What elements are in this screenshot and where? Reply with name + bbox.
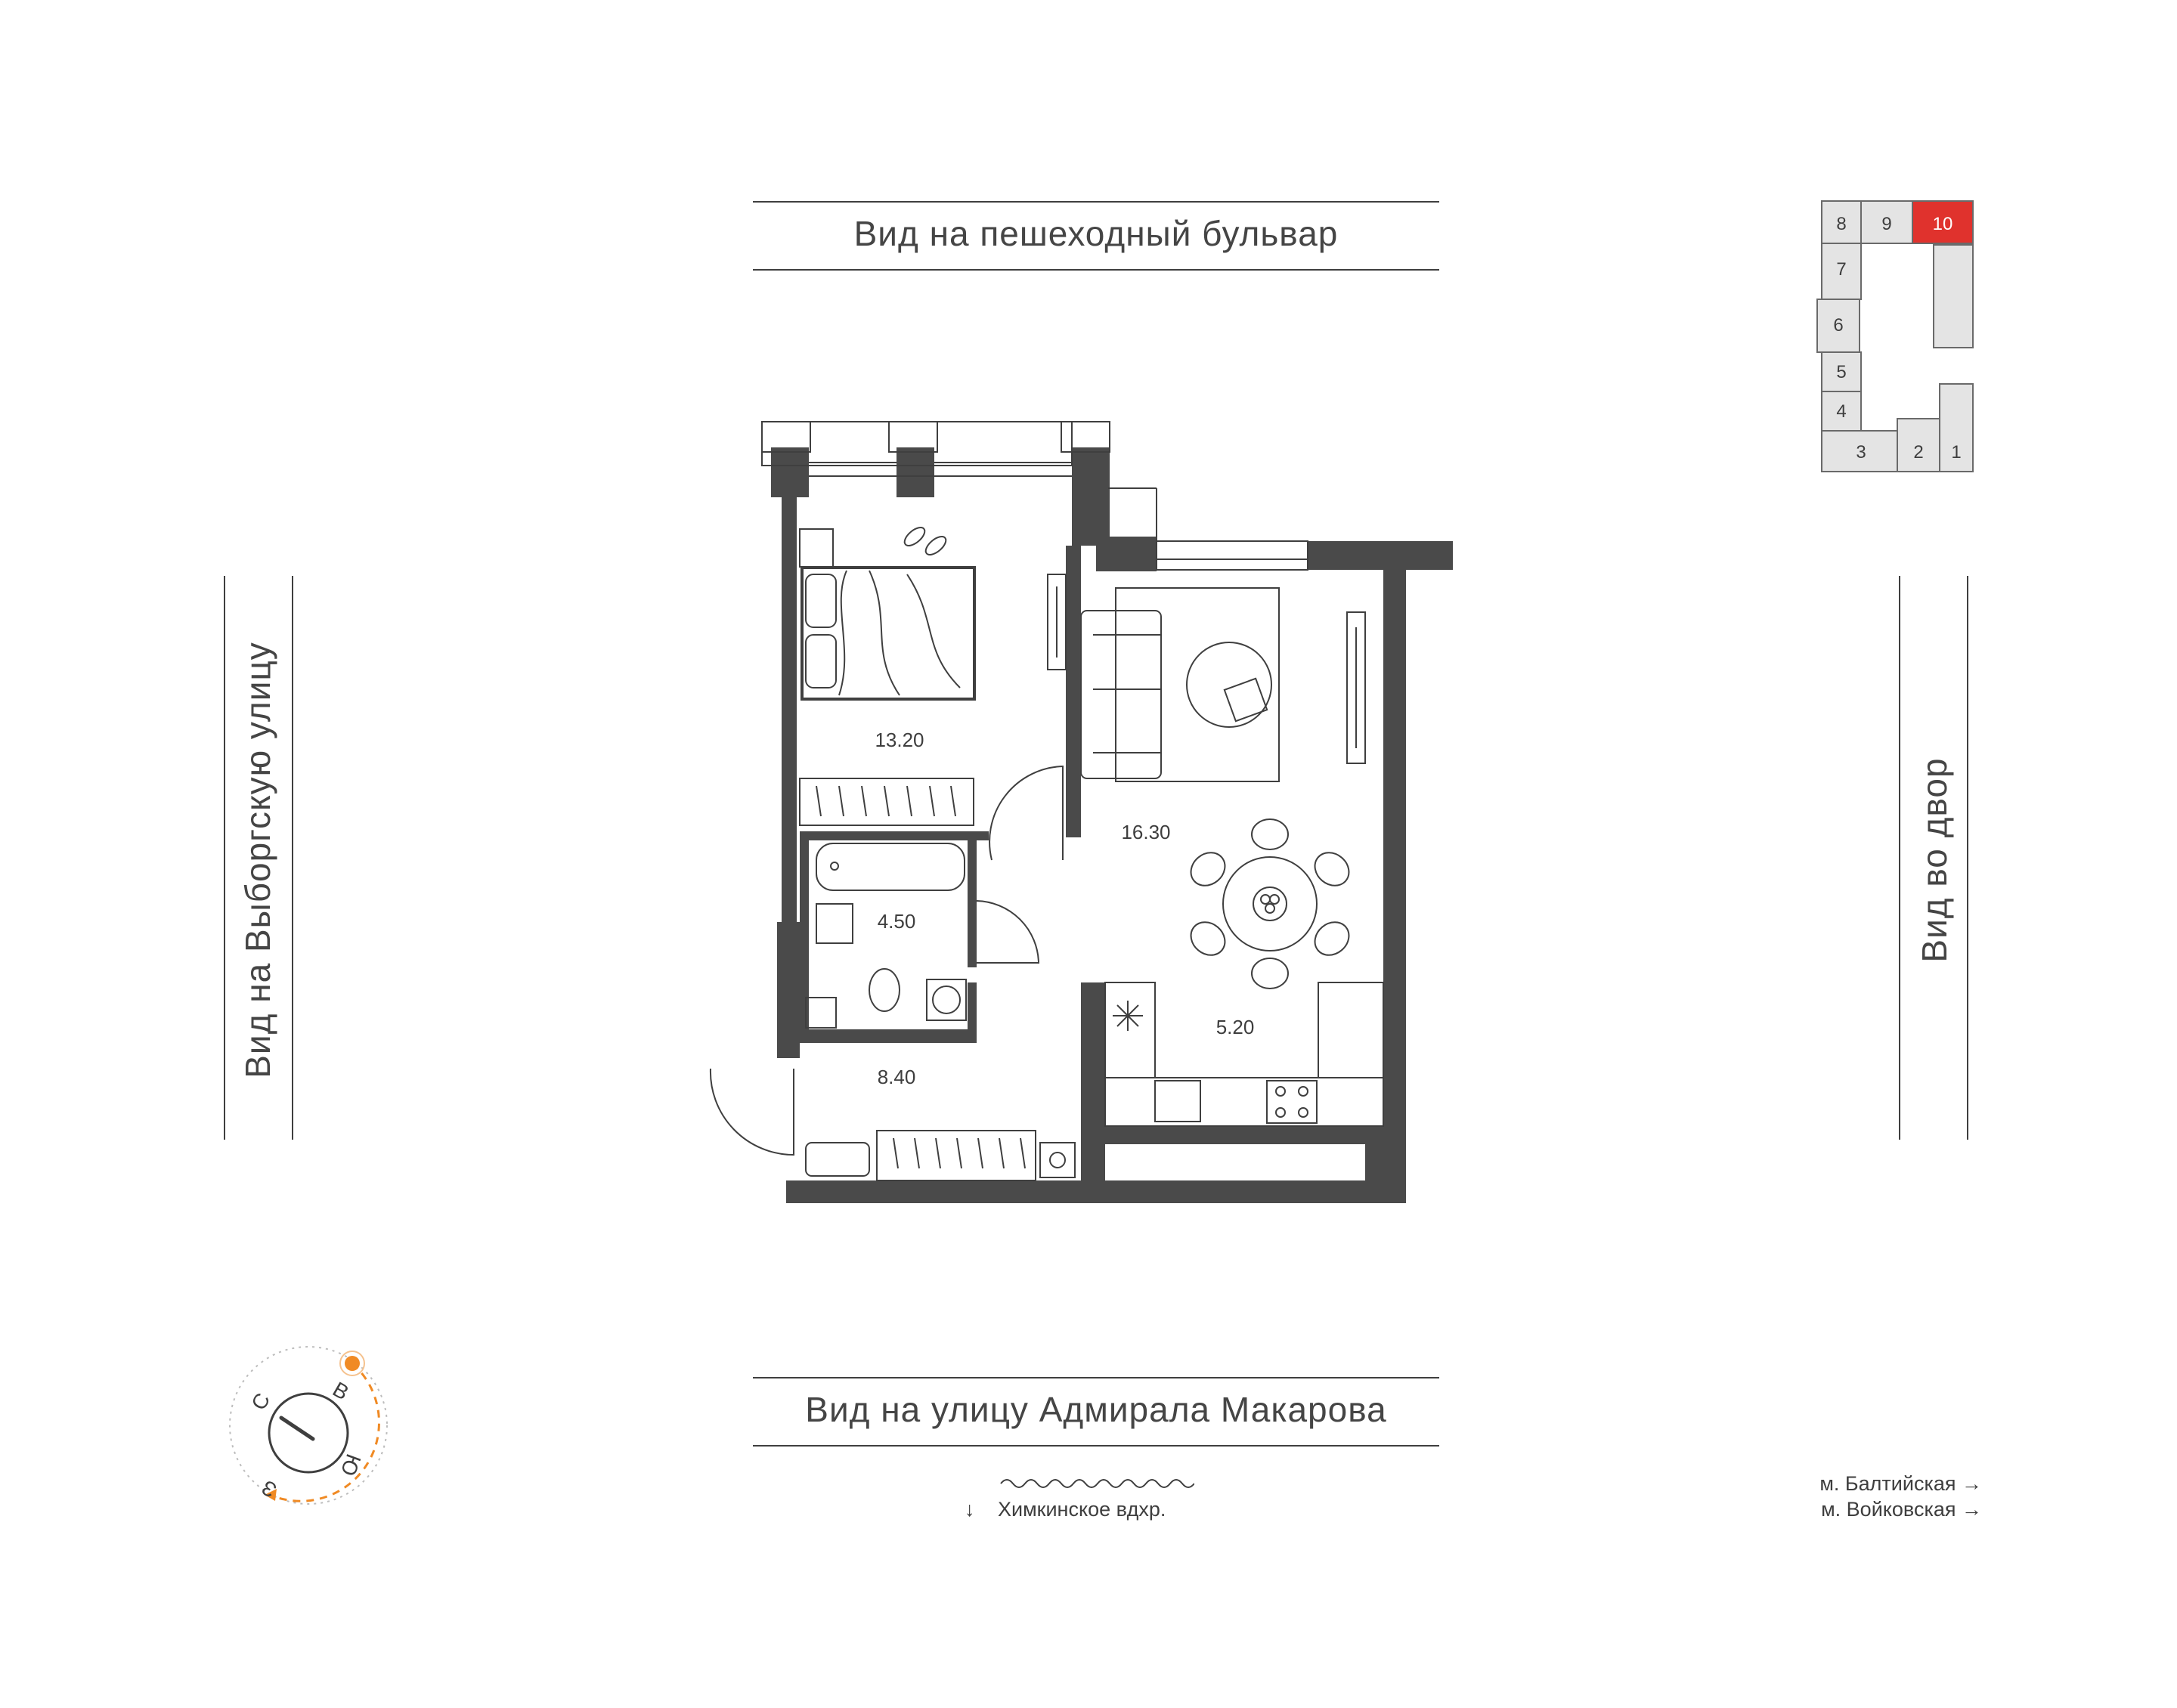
- chair-6: [1308, 915, 1355, 961]
- windows: [762, 422, 1365, 763]
- section-label-9: 9: [1881, 214, 1892, 234]
- wall-bath-bottom: [800, 1029, 977, 1043]
- window-living: [1157, 541, 1308, 570]
- bath-cabinet: [806, 998, 836, 1028]
- water-arrow: ↓: [965, 1498, 975, 1521]
- coffee-table: [1187, 642, 1271, 727]
- area-bedroom: 13.20: [875, 729, 924, 751]
- slippers-2: [923, 534, 949, 559]
- section-label-6: 6: [1833, 315, 1844, 336]
- bath-sink: [816, 904, 853, 943]
- compass: [219, 1336, 408, 1525]
- door-entrance: [711, 1069, 794, 1155]
- compass-south: Ю: [336, 1450, 366, 1480]
- section-label-4: 4: [1836, 401, 1847, 422]
- wall-bath-right-low: [968, 982, 977, 1043]
- compass-needle: [281, 1418, 313, 1439]
- compass-outer-ring: [230, 1347, 387, 1504]
- kitchen-counter-left: [1105, 982, 1155, 1078]
- area-hall: 8.40: [877, 1066, 916, 1088]
- section-label-8: 8: [1836, 214, 1847, 234]
- wall-bath-right: [968, 831, 977, 967]
- area-bathroom: 4.50: [877, 910, 916, 933]
- door-bedroom: [989, 766, 1063, 860]
- kitchen-counter-bottom: [1105, 1078, 1383, 1126]
- wall-left-lower: [777, 922, 800, 1058]
- furniture: [711, 524, 1383, 1180]
- wardrobe-hall: [877, 1131, 1036, 1180]
- bed-blanket: [839, 571, 960, 695]
- kitchen-counter-right: [1318, 982, 1383, 1078]
- right-view-label: Вид во двор: [1915, 757, 1954, 963]
- section-tower: [1934, 245, 1973, 348]
- wall-pier-2: [897, 447, 934, 497]
- section-label-10: 10: [1932, 214, 1953, 234]
- chair-2: [1252, 958, 1288, 989]
- wall-right-top: [1308, 541, 1453, 570]
- wall-bath-top: [800, 831, 989, 840]
- chair-3: [1184, 846, 1231, 892]
- chair-5: [1184, 915, 1231, 961]
- wall-bottom: [786, 1180, 1406, 1203]
- wall-bottom-right-block: [1081, 1126, 1383, 1144]
- compass-sun-path: [274, 1363, 379, 1501]
- metro-station-2: м. Войковская →: [1821, 1498, 1982, 1521]
- wall-bottom-right-post: [1081, 982, 1105, 1180]
- section-label-3: 3: [1856, 442, 1866, 463]
- area-kitchen: 5.20: [1215, 1016, 1255, 1038]
- slippers-1: [902, 524, 928, 549]
- metro-station-1: м. Балтийская →: [1819, 1472, 1982, 1495]
- section-label-7: 7: [1836, 259, 1847, 280]
- left-view-label: Вид на Выборгскую улицу: [238, 642, 277, 1078]
- chair-1: [1252, 819, 1288, 849]
- area-living: 16.30: [1121, 821, 1171, 843]
- bed-nightstand: [800, 529, 833, 567]
- wall-right: [1383, 568, 1406, 1203]
- door-bathroom: [977, 901, 1039, 963]
- section-map: [1814, 198, 1996, 478]
- kitchen-sink: [1155, 1081, 1200, 1122]
- hall-cabinet: [1040, 1143, 1075, 1177]
- wall-corner-step: [1096, 537, 1157, 571]
- top-view-label: Вид на пешеходный бульвар: [853, 214, 1339, 253]
- hall-shoe-rack: [806, 1143, 869, 1176]
- bed-pillow-2: [806, 635, 836, 688]
- wall-partition-bed-living: [1066, 546, 1081, 837]
- bed-pillow-1: [806, 574, 836, 627]
- kitchen-fan-icon: [1113, 1001, 1143, 1031]
- compass-north: С: [246, 1388, 275, 1414]
- chair-4: [1308, 846, 1355, 892]
- kitchen-stove: [1267, 1081, 1317, 1123]
- wall-bath-left: [800, 831, 809, 1043]
- section-label-5: 5: [1836, 362, 1847, 382]
- wall-pier-1: [771, 447, 809, 497]
- water-waves-icon: [998, 1472, 1194, 1495]
- compass-east: В: [329, 1377, 353, 1405]
- water-label: Химкинское вдхр.: [998, 1498, 1166, 1521]
- bed: [801, 567, 975, 700]
- toilet: [869, 969, 900, 1011]
- compass-west: З: [257, 1475, 280, 1502]
- compass-inner-ring: [269, 1394, 348, 1472]
- section-label-1: 1: [1951, 442, 1962, 463]
- coffee-table-book: [1225, 679, 1267, 721]
- bottom-view-label: Вид на улицу Адмирала Макарова: [805, 1390, 1387, 1429]
- sun-icon: [345, 1356, 360, 1371]
- wall-corner-block: [1072, 447, 1108, 546]
- wall-kitchen-right: [1365, 1126, 1406, 1203]
- section-label-2: 2: [1913, 442, 1924, 463]
- bed-frame: [803, 568, 974, 698]
